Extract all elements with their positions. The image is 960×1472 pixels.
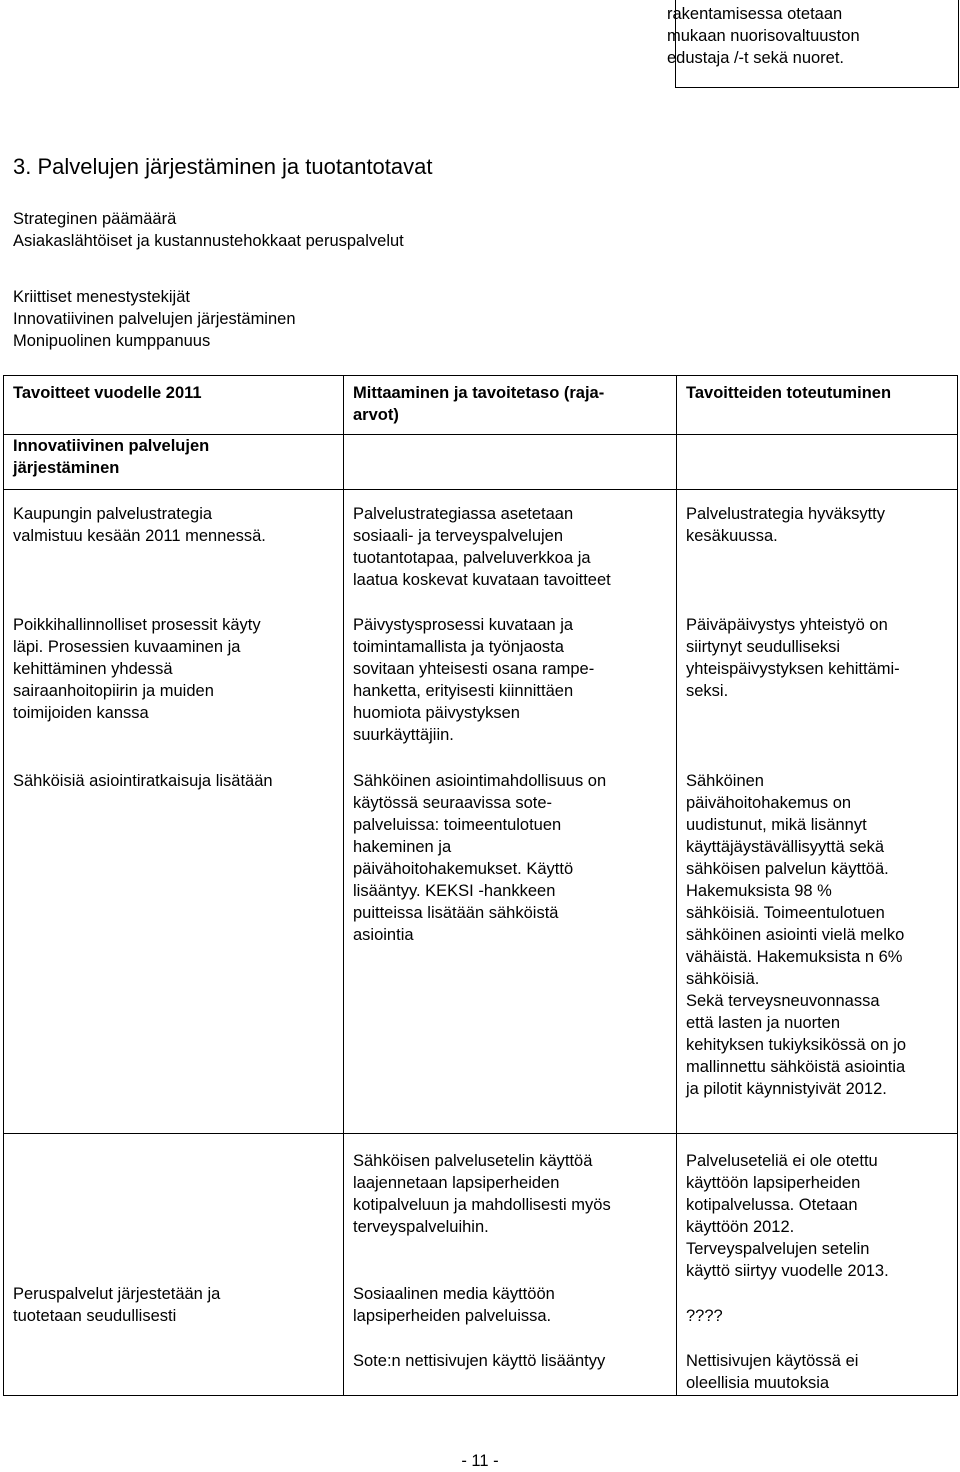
text-line: laajennetaan lapsiperheiden [353,1174,560,1192]
text-line: tuotetaan seudullisesti [13,1307,177,1325]
text-line: käyttöön 2012. [686,1218,795,1236]
row3-realization [686,770,906,1100]
critical-factors-label: Kriittiset menestystekijät [13,288,190,306]
text-line: lisääntyy. KEKSI -hankkeen [353,882,556,900]
row2-goal [13,614,261,724]
text-line: sähköinen asiointi vielä melko [686,926,905,944]
row-divider [4,1133,957,1134]
critical-factor-item: Monipuolinen kumppanuus [13,332,211,350]
text-line: toimijoiden kanssa [13,704,149,722]
text-line: sähköisiä. Toimeentulotuen [686,904,885,922]
text-line: Sähköisiä asiointiratkaisuja lisätään [13,772,273,790]
subheader-line: Innovatiivinen palvelujen [13,437,210,455]
header-measurement [353,382,604,426]
row1-measurement [353,503,611,591]
text-line: terveyspalveluihin. [353,1218,489,1236]
row3-goal [13,770,273,792]
header-measurement-line: arvot) [353,406,399,424]
text-line: kehittäminen yhdessä [13,660,173,678]
text-line: Terveyspalvelujen setelin [686,1240,870,1258]
subheader-line: järjestäminen [13,459,120,477]
text-line: siirtynyt seudulliseksi [686,638,841,656]
text-line: valmistuu kesään 2011 mennessä. [13,527,266,545]
text-line: päivähoitohakemukset. Käyttö [353,860,574,878]
text-line: Sosiaalinen media käyttöön [353,1285,555,1303]
text-line: Nettisivujen käytössä ei [686,1352,859,1370]
text-line: käyttöön lapsiperheiden [686,1174,861,1192]
header-goals: Tavoitteet vuodelle 2011 [13,384,202,402]
text-line: kehityksen tukiyksikössä on jo [686,1036,907,1054]
text-line: hakeminen ja [353,838,452,856]
subheader-innovation [13,435,209,479]
text-line: vähäistä. Hakemuksista n 6% [686,948,903,966]
text-line: Poikkihallinnolliset prosessit käyty [13,616,261,634]
text-line: sähköisiä. [686,970,760,988]
text-line: sairaanhoitopiirin ja muiden [13,682,214,700]
text-line: palveluissa: toimeentulotuen [353,816,562,834]
subheader-row-divider [4,489,957,490]
text-line: sovitaan yhteisesti osana rampe- [353,660,595,678]
text-line: Palvelustrategia hyväksytty [686,505,886,523]
text-line: sosiaali- ja terveyspalvelujen [353,527,564,545]
row1-goal [13,503,266,547]
strategic-goal-value: Asiakaslähtöiset ja kustannustehokkaat peruspalvelut [13,232,404,250]
row4-goal [13,1283,220,1327]
text-line: Sote:n nettisivujen käyttö lisääntyy [353,1352,606,1370]
section-heading: 3. Palvelujen järjestäminen ja tuotantotavat [13,154,433,179]
text-line: kotipalvelussa. Otetaan [686,1196,858,1214]
text-line: toimintamallista ja työnjaosta [353,638,564,656]
critical-factors [13,286,296,352]
text-line: oleellisia muutoksia [686,1374,830,1392]
top-cell-line: mukaan nuorisovaltuuston [667,27,860,45]
text-line: Sähköinen asiointimahdollisuus on [353,772,607,790]
text-line: seksi. [686,682,729,700]
text-line: kesäkuussa. [686,527,778,545]
text-line: lapsiperheiden palveluissa. [353,1307,552,1325]
text-line: Kaupungin palvelustrategia [13,505,213,523]
page-number: - 11 - [461,1452,499,1470]
text-line: päivähoitohakemus on [686,794,852,812]
text-line: sähköisen palvelun käyttöä. [686,860,889,878]
row4-realization-b [686,1305,723,1327]
top-cell-text [667,3,937,69]
text-line: Sähköinen [686,772,764,790]
row2-realization [686,614,900,702]
text-line: suurkäyttäjiin. [353,726,454,744]
text-line: käyttäjäystävällisyyttä sekä [686,838,885,856]
row4-measurement-a [353,1150,611,1238]
text-line: Päiväpäivystys yhteistyö on [686,616,888,634]
text-line: Peruspalvelut järjestetään ja [13,1285,221,1303]
text-line: Palvelustrategiassa asetetaan [353,505,574,523]
text-line: ???? [686,1307,723,1325]
text-line: laatua koskevat kuvataan tavoitteet [353,571,611,589]
text-line: Sähköisen palvelusetelin käyttöä [353,1152,593,1170]
header-measurement-line: Mittaaminen ja tavoitetaso (raja- [353,384,605,402]
text-line: puitteissa lisätään sähköistä [353,904,559,922]
row1-realization [686,503,885,547]
strategic-goal [13,208,404,252]
text-line: läpi. Prosessien kuvaaminen ja [13,638,241,656]
text-line: yhteispäivystyksen kehittämi- [686,660,900,678]
row2-measurement [353,614,594,746]
text-line: käytössä seuraavissa sote- [353,794,553,812]
column-divider [676,376,677,1395]
strategic-goal-label: Strateginen päämäärä [13,210,177,228]
text-line: tuotantotapaa, palveluverkkoa ja [353,549,591,567]
text-line: Sekä terveysneuvonnassa [686,992,880,1010]
text-line: ja pilotit käynnistyivät 2012. [686,1080,887,1098]
column-divider [343,376,344,1395]
header-realization: Tavoitteiden toteutuminen [686,384,892,402]
text-line: käyttö siirtyy vuodelle 2013. [686,1262,889,1280]
top-cell-line: edustaja /-t sekä nuoret. [667,49,845,67]
text-line: mallinnettu sähköistä asiointia [686,1058,906,1076]
row4-realization-a [686,1150,889,1282]
text-line: Päivystysprosessi kuvataan ja [353,616,574,634]
text-line: Hakemuksista 98 % [686,882,832,900]
row3-measurement [353,770,606,946]
row4-measurement-c [353,1350,605,1372]
row4-realization-c [686,1350,858,1394]
top-cell-line: rakentamisessa otetaan [667,5,843,23]
row4-measurement-b [353,1283,555,1327]
text-line: uudistunut, mikä lisännyt [686,816,867,834]
text-line: hanketta, erityisesti kiinnittäen [353,682,574,700]
text-line: asiointia [353,926,414,944]
text-line: että lasten ja nuorten [686,1014,841,1032]
text-line: huomiota päivystyksen [353,704,520,722]
text-line: Palveluseteliä ei ole otettu [686,1152,878,1170]
text-line: kotipalveluun ja mahdollisesti myös [353,1196,611,1214]
critical-factor-item: Innovatiivinen palvelujen järjestäminen [13,310,296,328]
